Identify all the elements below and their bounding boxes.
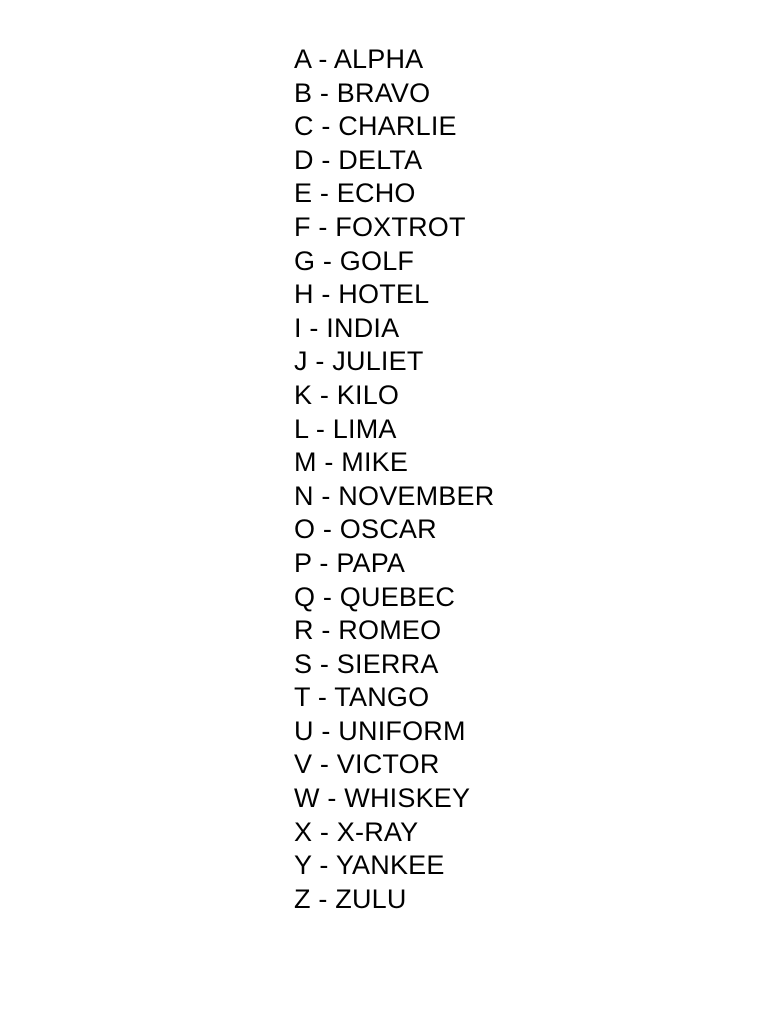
list-item-r: R - ROMEO [294,615,442,646]
list-item-f: F - FOXTROT [294,211,466,242]
list-item-q: Q - QUEBEC [294,581,456,612]
phonetic-alphabet-list [294,43,494,916]
list-item-u: U - UNIFORM [294,715,466,746]
list-item-x: X - X-RAY [294,816,419,847]
list-item-l: L - LIMA [294,413,397,444]
list-item-e: E - ECHO [294,178,416,209]
list-item-m: M - MIKE [294,447,409,478]
list-item-o: O - OSCAR [294,514,437,545]
list-item-i: I - INDIA [294,312,400,343]
list-item-y: Y - YANKEE [294,850,445,881]
list-item-v: V - VICTOR [294,749,440,780]
list-item-b: B - BRAVO [294,77,431,108]
list-item-g: G - GOLF [294,245,415,276]
list-item-k: K - KILO [294,379,400,410]
list-item-t: T - TANGO [294,682,430,713]
list-item-j: J - JULIET [294,346,424,377]
list-item-a: A - ALPHA [294,44,424,74]
list-item-p: P - PAPA [294,547,406,578]
list-item-z: Z - ZULU [294,883,407,914]
list-item-n: N - NOVEMBER [294,480,495,511]
list-item-c: C - CHARLIE [294,111,457,142]
list-item-s: S - SIERRA [294,648,439,679]
list-item-w: W - WHISKEY [294,783,471,814]
list-item-h: H - HOTEL [294,279,430,310]
list-item-d: D - DELTA [294,144,423,175]
